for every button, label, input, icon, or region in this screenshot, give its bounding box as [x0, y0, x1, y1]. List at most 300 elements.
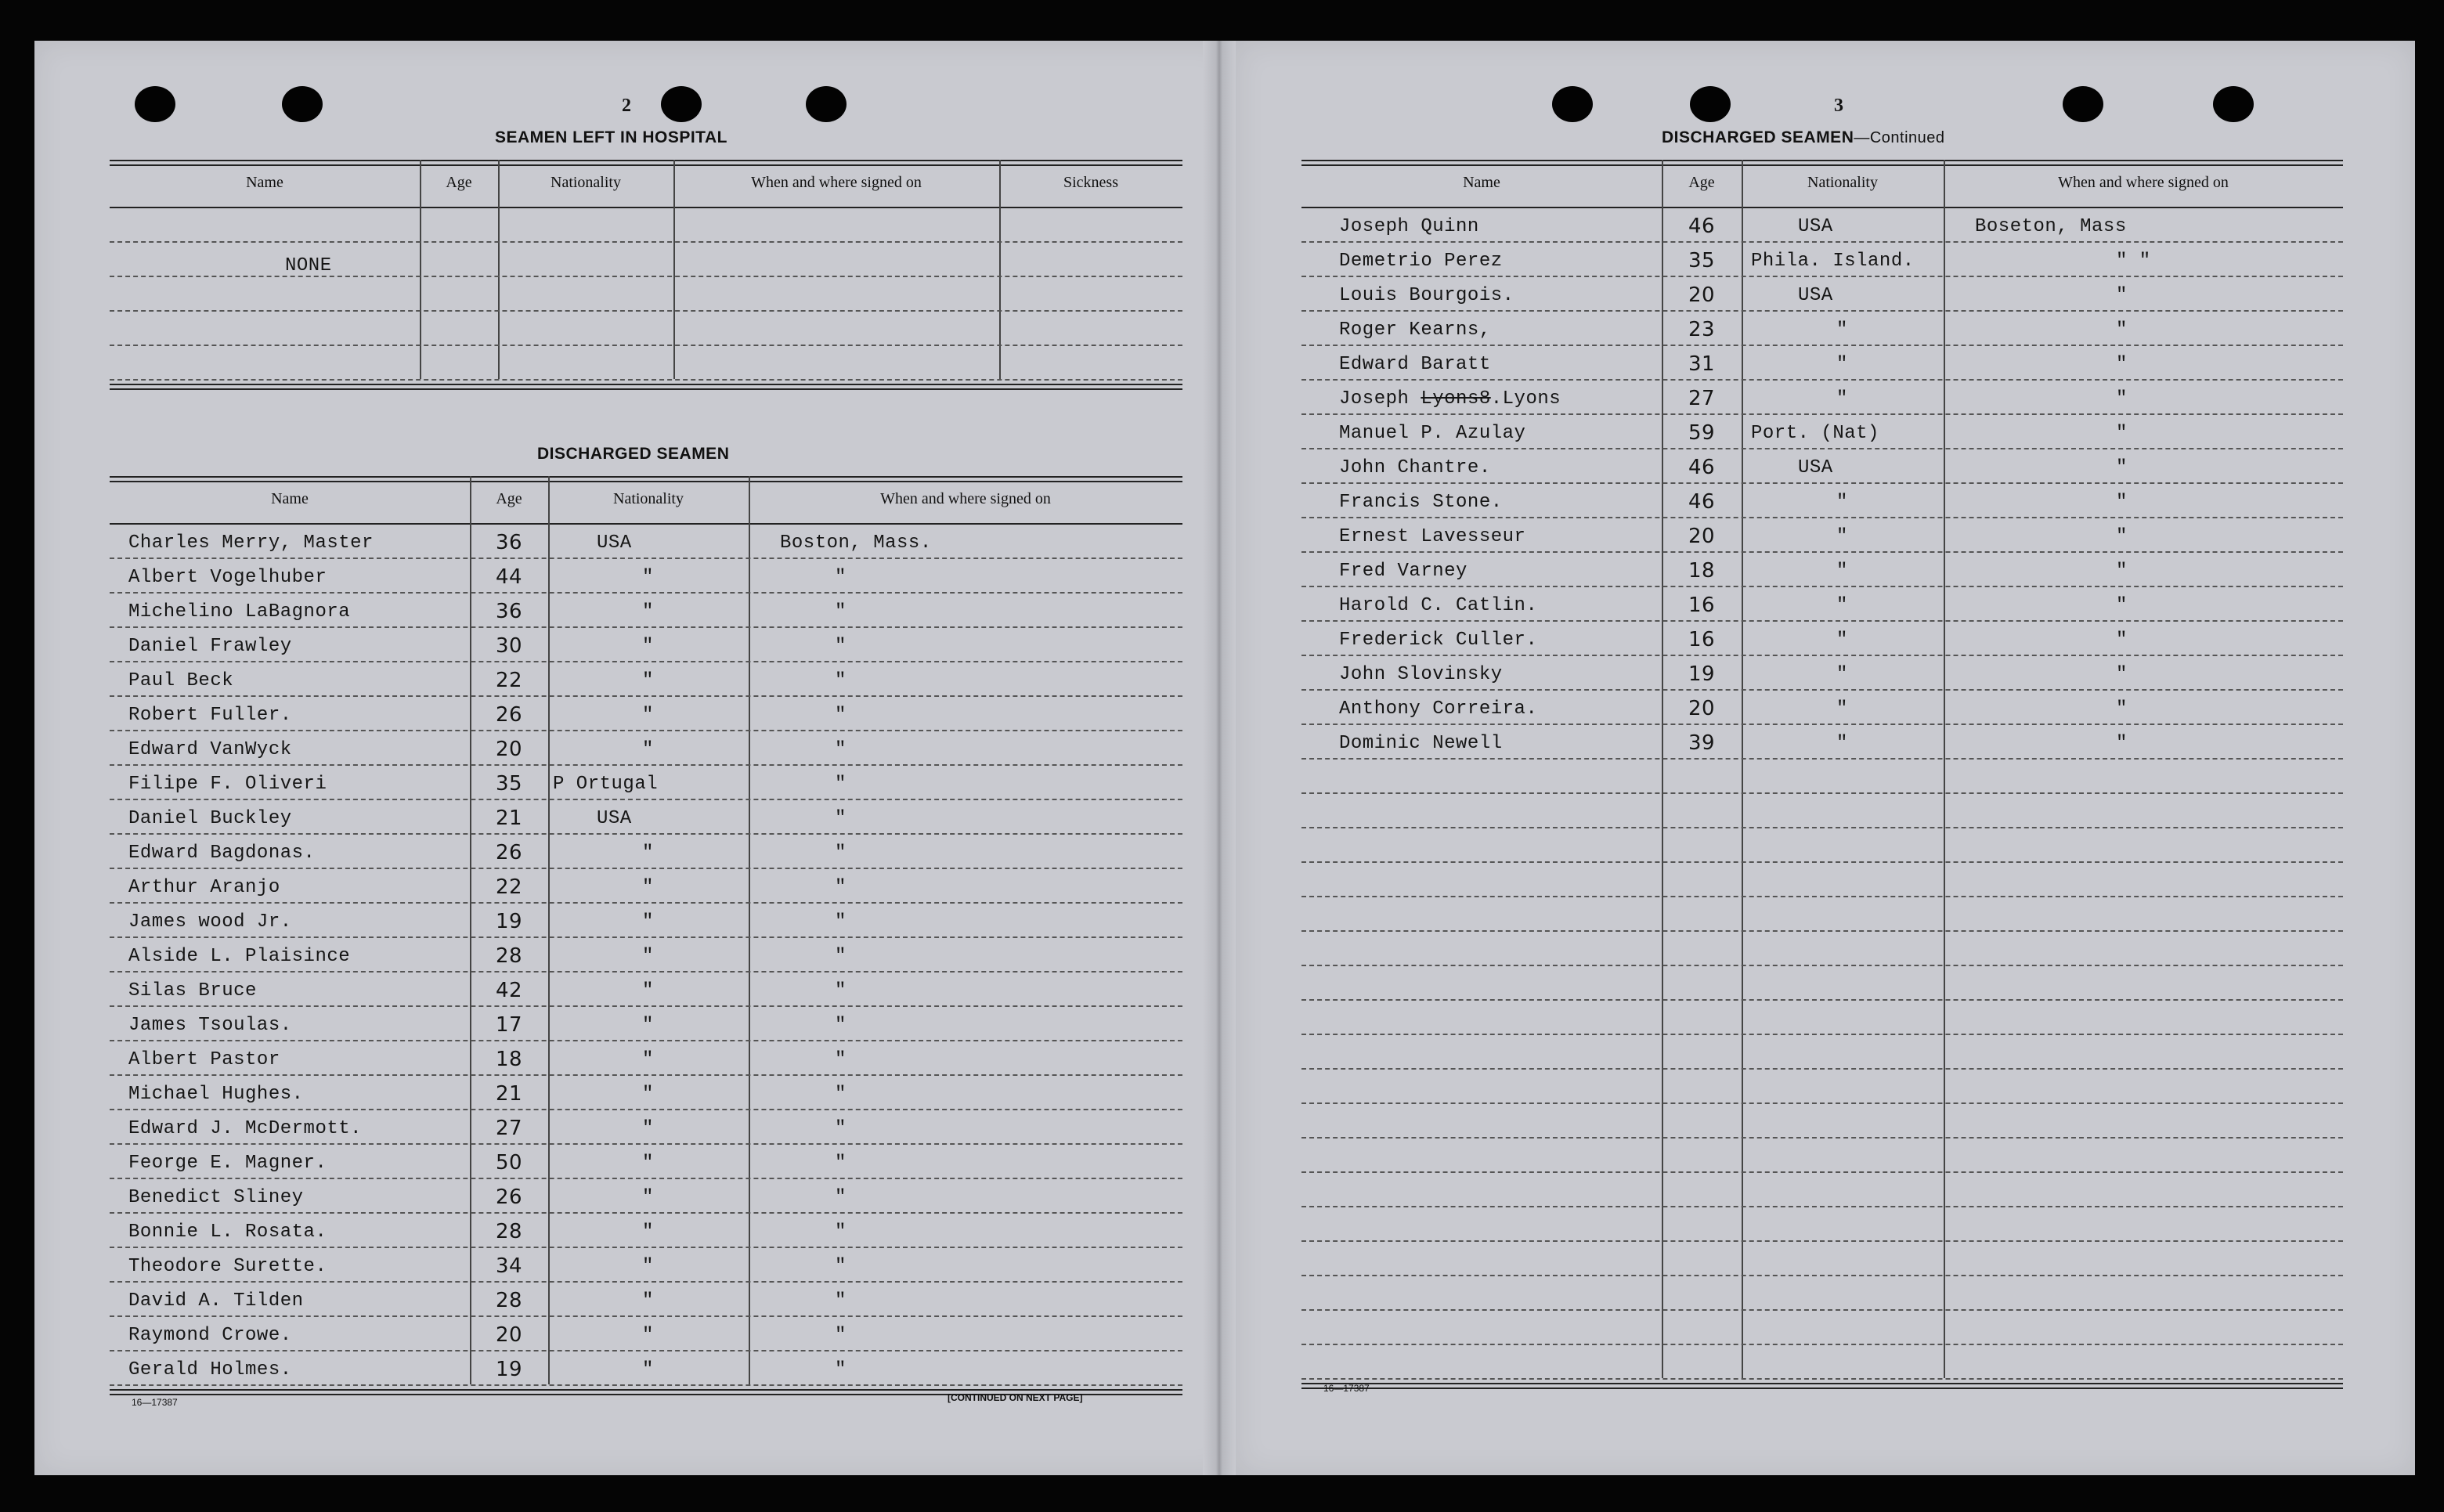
- table-row-line: [110, 936, 1182, 938]
- seaman-name-text: Daniel Frawley: [128, 636, 292, 657]
- seaman-name-text: Edward Bagdonas.: [128, 843, 316, 864]
- seaman-name-text: Albert Vogelhuber: [128, 567, 327, 588]
- table-row-line: [1301, 517, 2343, 518]
- seaman-nationality: USA: [597, 532, 632, 554]
- seaman-name: [128, 1256, 327, 1277]
- punch-hole: [661, 86, 702, 122]
- seaman-nationality: ": [642, 1118, 654, 1139]
- seaman-name-text: Fred Varney: [1339, 561, 1467, 582]
- seaman-name-text: Manuel P. Azulay: [1339, 423, 1526, 444]
- seaman-signed-on: ": [835, 705, 847, 726]
- seaman-signed-on: ": [835, 1084, 847, 1105]
- table-row-line: [1301, 241, 2343, 243]
- seaman-name-text: Louis Bourgois.: [1339, 285, 1514, 306]
- table-bottom-rule: [110, 384, 1182, 390]
- seaman-nationality: ": [642, 1049, 654, 1070]
- seaman-name: [1339, 319, 1491, 341]
- seaman-nationality: ": [1836, 319, 1848, 341]
- seaman-age: 17: [495, 1013, 523, 1037]
- seaman-age: 46: [1688, 490, 1716, 514]
- seaman-name-text: Michael Hughes.: [128, 1084, 304, 1105]
- seaman-nationality: ": [642, 1222, 654, 1243]
- seaman-name: [128, 567, 327, 588]
- seaman-signed-on: ": [2116, 423, 2128, 444]
- seaman-name-text: Francis Stone.: [1339, 492, 1503, 513]
- form-number: 16—17387: [132, 1397, 178, 1408]
- seaman-age: 20: [1688, 283, 1716, 307]
- seaman-age: 18: [1688, 559, 1716, 583]
- seaman-nationality: ": [642, 670, 654, 691]
- hospital-none-text: NONE: [285, 255, 332, 276]
- seaman-name: [128, 1049, 280, 1070]
- table-row-line: [1301, 620, 2343, 622]
- seaman-age: 42: [495, 979, 523, 1002]
- continued-note: [CONTINUED ON NEXT PAGE]: [948, 1392, 1083, 1403]
- seaman-name-text: Roger Kearns,: [1339, 319, 1491, 341]
- seaman-name-text: Ernest Lavesseur: [1339, 526, 1526, 547]
- seaman-age: 34: [495, 1254, 523, 1278]
- table-row-line: [110, 868, 1182, 869]
- table-row-line: [110, 971, 1182, 973]
- seaman-nationality: ": [642, 1359, 654, 1380]
- table-row-line: [1301, 1309, 2343, 1311]
- column-header: Nationality: [613, 490, 684, 507]
- table-row-line: [110, 1315, 1182, 1317]
- column-header: When and where signed on: [880, 490, 1051, 507]
- punch-hole: [1690, 86, 1731, 122]
- table-row-line: [110, 1074, 1182, 1076]
- table-row-line: [110, 695, 1182, 697]
- table-row-line: [1301, 1275, 2343, 1276]
- seaman-nationality: ": [642, 911, 654, 933]
- table-row-line: [1301, 448, 2343, 449]
- seaman-signed-on: ": [2116, 630, 2128, 651]
- seaman-name-text: Edward Baratt: [1339, 354, 1491, 375]
- seaman-name: [128, 1153, 327, 1174]
- seaman-age: 36: [495, 531, 523, 554]
- table-row-line: [110, 1178, 1182, 1179]
- discharged-section-title: DISCHARGED SEAMEN: [537, 445, 730, 463]
- seaman-age: 21: [495, 1082, 523, 1106]
- seaman-age: 27: [1688, 387, 1716, 410]
- seaman-age: 16: [1688, 594, 1716, 617]
- table-header-rule: [110, 207, 1182, 208]
- seaman-name-text: Filipe F. Oliveri: [128, 774, 327, 795]
- table-top-rule: [110, 160, 1182, 166]
- seaman-nationality: ": [642, 601, 654, 622]
- seaman-signed-on: ": [835, 636, 847, 657]
- table-row-line: [1301, 1034, 2343, 1035]
- seaman-name: [1339, 251, 1503, 272]
- table-row-line: [110, 799, 1182, 800]
- seaman-name: [128, 705, 292, 726]
- seaman-name-text: Alside L. Plaisince: [128, 946, 351, 967]
- column-header: Sickness: [1063, 174, 1118, 191]
- seaman-name-text: Anthony Correira.: [1339, 698, 1538, 720]
- left-page: [34, 41, 1233, 1475]
- seaman-nationality: ": [642, 980, 654, 1001]
- column-header: Name: [1463, 174, 1500, 191]
- seaman-name-text: Harold C. Catlin.: [1339, 595, 1538, 616]
- seaman-nationality: USA: [1798, 285, 1833, 306]
- column-header: When and where signed on: [2058, 174, 2229, 191]
- column-divider: [1944, 160, 1945, 1378]
- seaman-signed-on: ": [835, 911, 847, 933]
- seaman-nationality: ": [642, 636, 654, 657]
- table-row-line: [1301, 999, 2343, 1001]
- seaman-signed-on: ": [2116, 733, 2128, 754]
- table-row-line: [1301, 896, 2343, 897]
- seaman-name: [1339, 664, 1503, 685]
- column-header: Age: [1688, 174, 1715, 191]
- seaman-nationality: ": [642, 1325, 654, 1346]
- continued-title-text: DISCHARGED SEAMEN: [1662, 128, 1854, 146]
- table-row-line: [110, 241, 1182, 243]
- column-header: Name: [271, 490, 309, 507]
- seaman-signed-on: ": [2116, 388, 2128, 410]
- table-row-line: [1301, 1137, 2343, 1139]
- seaman-age: 16: [1688, 628, 1716, 651]
- punch-hole: [135, 86, 175, 122]
- seaman-signed-on: ": [835, 1153, 847, 1174]
- seaman-signed-on: ": [835, 1118, 847, 1139]
- seaman-name-text: Paul Beck: [128, 670, 234, 691]
- seaman-name-text: Michelino LaBagnora: [128, 601, 351, 622]
- seaman-name-text: James wood Jr.: [128, 911, 292, 933]
- seaman-name: [128, 670, 233, 691]
- seaman-name-text: Daniel Buckley: [128, 808, 292, 829]
- table-row-line: [110, 730, 1182, 731]
- seaman-age: 28: [495, 944, 523, 968]
- table-row-line: [1301, 1344, 2343, 1345]
- table-row-line: [1301, 345, 2343, 346]
- seaman-nationality: ": [642, 1187, 654, 1208]
- table-row-line: [1301, 482, 2343, 484]
- seaman-age: 21: [495, 807, 523, 830]
- table-row-line: [110, 592, 1182, 594]
- table-row-line: [110, 1384, 1182, 1386]
- continued-title-suffix: —Continued: [1854, 129, 1945, 146]
- seaman-name: [128, 946, 350, 967]
- table-row-line: [110, 310, 1182, 312]
- seaman-name-text: Theodore Surette.: [128, 1256, 327, 1277]
- seaman-name: [1339, 457, 1491, 478]
- seaman-name-correction: .Lyons: [1490, 388, 1561, 410]
- seaman-signed-on: ": [835, 567, 847, 588]
- seaman-signed-on: ": [835, 843, 847, 864]
- table-row-line: [110, 1247, 1182, 1248]
- table-row-line: [110, 764, 1182, 766]
- page-fold: [1203, 41, 1236, 1475]
- seaman-signed-on: ": [835, 1049, 847, 1070]
- form-number: 16—17387: [1323, 1383, 1370, 1394]
- seaman-age: 26: [495, 1185, 523, 1209]
- seaman-name: [128, 1325, 292, 1346]
- seaman-signed-on: ": [835, 739, 847, 760]
- seaman-name: [128, 1222, 327, 1243]
- column-divider: [548, 476, 550, 1384]
- seaman-signed-on: ": [835, 980, 847, 1001]
- table-row-line: [1301, 1102, 2343, 1104]
- seaman-age: 46: [1688, 456, 1716, 479]
- page-number: 2: [622, 96, 631, 116]
- seaman-nationality: ": [642, 1015, 654, 1036]
- seaman-signed-on: ": [835, 808, 847, 829]
- punch-hole: [2213, 86, 2254, 122]
- column-header: Age: [446, 174, 472, 191]
- seaman-age: 36: [495, 600, 523, 623]
- seaman-signed-on: ": [2116, 319, 2128, 341]
- seaman-age: 20: [1688, 697, 1716, 720]
- seaman-name: [1339, 733, 1503, 754]
- seaman-name-text: Benedict Sliney: [128, 1187, 304, 1208]
- seaman-age: 46: [1688, 215, 1716, 238]
- struck-text: Lyons8: [1421, 388, 1491, 410]
- seaman-name-text: Joseph: [1339, 388, 1421, 410]
- seaman-name: [128, 1015, 292, 1036]
- seaman-name: [128, 843, 315, 864]
- seaman-name-text: Albert Pastor: [128, 1049, 280, 1070]
- seaman-nationality: ": [1836, 388, 1848, 410]
- seaman-signed-on: ": [2116, 526, 2128, 547]
- seaman-nationality: ": [1836, 526, 1848, 547]
- table-row-line: [1301, 965, 2343, 966]
- seaman-age: 44: [495, 565, 523, 589]
- page-number: 3: [1834, 96, 1843, 116]
- seaman-signed-on: ": [835, 670, 847, 691]
- seaman-nationality: ": [642, 1153, 654, 1174]
- seaman-nationality: Port. (Nat): [1751, 423, 1879, 444]
- seaman-nationality: ": [642, 1256, 654, 1277]
- seaman-nationality: ": [1836, 561, 1848, 582]
- table-row-line: [110, 1350, 1182, 1351]
- seaman-name: [1339, 561, 1467, 582]
- seaman-age: 19: [1688, 662, 1716, 686]
- seaman-name: [1339, 698, 1537, 720]
- hospital-section-title: SEAMEN LEFT IN HOSPITAL: [495, 128, 727, 146]
- seaman-name: [128, 980, 257, 1001]
- seaman-name: [128, 808, 292, 829]
- column-divider: [1662, 160, 1663, 1378]
- table-row-line: [1301, 861, 2343, 863]
- seaman-name: [1339, 354, 1491, 375]
- table-bottom-rule: [1301, 1383, 2343, 1389]
- table-row-line: [1301, 1068, 2343, 1070]
- table-row-line: [110, 558, 1182, 559]
- punch-hole: [806, 86, 847, 122]
- seaman-age: 22: [495, 875, 523, 899]
- seaman-name: [128, 532, 374, 554]
- seaman-name: [1339, 492, 1503, 513]
- seaman-age: 59: [1688, 421, 1716, 445]
- column-divider: [498, 160, 500, 379]
- column-divider: [1742, 160, 1743, 1378]
- seaman-age: 18: [495, 1048, 523, 1071]
- seaman-name: [128, 1084, 304, 1105]
- seaman-signed-on: ": [835, 601, 847, 622]
- table-row-line: [110, 833, 1182, 835]
- seaman-signed-on: " ": [2116, 251, 2151, 272]
- seaman-name: [1339, 388, 1561, 410]
- seaman-nationality: ": [642, 1084, 654, 1105]
- seaman-name: [128, 911, 292, 933]
- seaman-name: [1339, 216, 1479, 237]
- seaman-age: 50: [495, 1151, 523, 1175]
- seaman-name: [128, 774, 327, 795]
- seaman-name-text: David A. Tilden: [128, 1290, 304, 1312]
- seaman-name-text: John Slovinsky: [1339, 664, 1503, 685]
- seaman-age: 39: [1688, 731, 1716, 755]
- table-row-line: [110, 276, 1182, 277]
- punch-hole: [1552, 86, 1593, 122]
- punch-hole: [282, 86, 323, 122]
- seaman-signed-on: ": [2116, 664, 2128, 685]
- seaman-name-text: John Chantre.: [1339, 457, 1491, 478]
- seaman-name-text: Raymond Crowe.: [128, 1325, 292, 1346]
- seaman-age: 23: [1688, 318, 1716, 341]
- right-page: [1236, 41, 2415, 1475]
- seaman-age: 19: [495, 910, 523, 933]
- table-row-line: [110, 1212, 1182, 1214]
- table-row-line: [110, 661, 1182, 662]
- seaman-signed-on: ": [835, 877, 847, 898]
- seaman-name-text: Joseph Quinn: [1339, 216, 1479, 237]
- column-header: Nationality: [551, 174, 621, 191]
- table-row-line: [110, 345, 1182, 346]
- table-row-line: [1301, 758, 2343, 760]
- seaman-signed-on: ": [835, 1015, 847, 1036]
- seaman-signed-on: ": [835, 1359, 847, 1380]
- seaman-signed-on: ": [835, 774, 847, 795]
- seaman-nationality: USA: [1798, 457, 1833, 478]
- seaman-name: [128, 877, 280, 898]
- seaman-name-text: Dominic Newell: [1339, 733, 1503, 754]
- table-row-line: [110, 1040, 1182, 1041]
- table-row-line: [1301, 551, 2343, 553]
- seaman-name-text: Charles Merry, Master: [128, 532, 374, 554]
- seaman-name: [128, 1290, 304, 1312]
- column-divider: [673, 160, 675, 379]
- seaman-name-text: James Tsoulas.: [128, 1015, 292, 1036]
- seaman-signed-on: ": [835, 1187, 847, 1208]
- table-row-line: [1301, 1378, 2343, 1380]
- seaman-name: [128, 1359, 292, 1380]
- seaman-nationality: ": [1836, 630, 1848, 651]
- table-row-line: [110, 1005, 1182, 1007]
- seaman-nationality: USA: [597, 808, 632, 829]
- seaman-signed-on: ": [2116, 285, 2128, 306]
- seaman-nationality: ": [642, 877, 654, 898]
- seaman-age: 35: [495, 772, 523, 796]
- table-row-line: [1301, 310, 2343, 312]
- column-divider: [749, 476, 750, 1384]
- seaman-name: [1339, 595, 1537, 616]
- table-row-line: [110, 1281, 1182, 1283]
- seaman-nationality: ": [642, 739, 654, 760]
- table-row-line: [110, 626, 1182, 628]
- seaman-age: 20: [1688, 525, 1716, 548]
- seaman-nationality: ": [642, 946, 654, 967]
- seaman-nationality: USA: [1798, 216, 1833, 237]
- seaman-age: 31: [1688, 352, 1716, 376]
- seaman-name: [1339, 526, 1525, 547]
- seaman-nationality: ": [1836, 354, 1848, 375]
- seaman-signed-on: ": [835, 946, 847, 967]
- seaman-name: [1339, 285, 1514, 306]
- seaman-name-text: Edward VanWyck: [128, 739, 292, 760]
- seaman-age: 20: [495, 1323, 523, 1347]
- seaman-name: [1339, 423, 1525, 444]
- seaman-name-text: Robert Fuller.: [128, 705, 292, 726]
- seaman-name-text: Feorge E. Magner.: [128, 1153, 327, 1174]
- seaman-nationality: ": [642, 567, 654, 588]
- table-row-line: [1301, 792, 2343, 794]
- table-row-line: [1301, 586, 2343, 587]
- table-row-line: [1301, 1240, 2343, 1242]
- table-row-line: [110, 1143, 1182, 1145]
- seaman-age: 27: [495, 1117, 523, 1140]
- column-header: Nationality: [1807, 174, 1878, 191]
- seaman-nationality: ": [642, 1290, 654, 1312]
- continued-section-title: [1662, 128, 1945, 147]
- table-row-line: [1301, 655, 2343, 656]
- column-divider: [420, 160, 421, 379]
- column-header: When and where signed on: [751, 174, 922, 191]
- seaman-name: [128, 1118, 362, 1139]
- seaman-name: [128, 1187, 304, 1208]
- table-row-line: [1301, 1206, 2343, 1207]
- seaman-age: 20: [495, 738, 523, 761]
- table-row-line: [1301, 689, 2343, 691]
- seaman-age: 22: [495, 669, 523, 692]
- seaman-signed-on: ": [2116, 354, 2128, 375]
- seaman-name-text: Bonnie L. Rosata.: [128, 1222, 327, 1243]
- seaman-nationality: Phila. Island.: [1751, 251, 1915, 272]
- seaman-nationality: ": [1836, 733, 1848, 754]
- seaman-age: 30: [495, 634, 523, 658]
- seaman-name-text: Demetrio Perez: [1339, 251, 1503, 272]
- table-row-line: [1301, 276, 2343, 277]
- table-row-line: [110, 902, 1182, 904]
- seaman-name-text: Edward J. McDermott.: [128, 1118, 363, 1139]
- seaman-nationality: ": [1836, 698, 1848, 720]
- seaman-signed-on: ": [835, 1256, 847, 1277]
- table-row-line: [1301, 413, 2343, 415]
- seaman-age: 28: [495, 1289, 523, 1312]
- seaman-nationality: ": [1836, 492, 1848, 513]
- seaman-name-text: Gerald Holmes.: [128, 1359, 292, 1380]
- table-top-rule: [1301, 160, 2343, 166]
- seaman-signed-on: ": [835, 1325, 847, 1346]
- seaman-signed-on: Boseton, Mass: [1975, 216, 2127, 237]
- seaman-nationality: ": [1836, 664, 1848, 685]
- seaman-name: [128, 601, 350, 622]
- seaman-signed-on: ": [2116, 457, 2128, 478]
- seaman-name-text: Frederick Culler.: [1339, 630, 1538, 651]
- table-row-line: [1301, 930, 2343, 932]
- column-header: Age: [496, 490, 522, 507]
- seaman-signed-on: ": [835, 1222, 847, 1243]
- table-header-rule: [1301, 207, 2343, 208]
- seaman-name: [128, 636, 292, 657]
- seaman-name-text: Silas Bruce: [128, 980, 257, 1001]
- seaman-name: [128, 739, 292, 760]
- table-row-line: [110, 1109, 1182, 1110]
- seaman-age: 26: [495, 841, 523, 864]
- seaman-age: 26: [495, 703, 523, 727]
- seaman-age: 28: [495, 1220, 523, 1243]
- table-row-line: [1301, 1171, 2343, 1173]
